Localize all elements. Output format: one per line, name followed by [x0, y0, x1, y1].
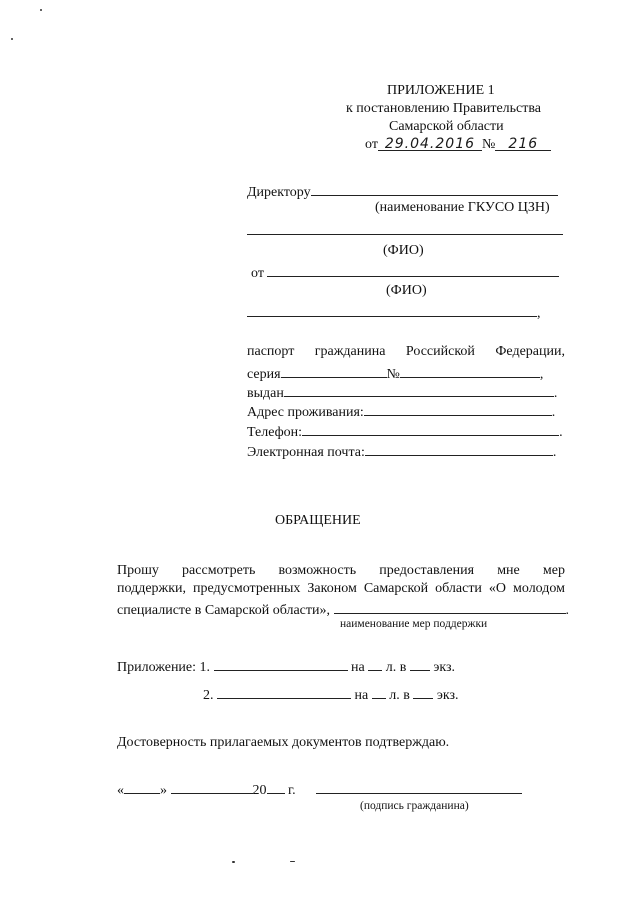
- gkuso-hint: (наименование ГКУСО ЦЗН): [375, 200, 550, 215]
- sheets-label: л. в: [389, 688, 410, 703]
- day-field[interactable]: [124, 779, 160, 794]
- email-row: [247, 441, 556, 461]
- phone-field[interactable]: [302, 421, 559, 436]
- attachment-row-2: [203, 684, 458, 704]
- series-row: [247, 363, 543, 383]
- period: .: [552, 445, 557, 460]
- close-quote: »: [160, 783, 167, 798]
- appendix-region: Самарской области: [389, 119, 504, 134]
- from-label: от: [251, 266, 264, 281]
- period: .: [559, 425, 563, 440]
- attachment-1-field[interactable]: [214, 656, 348, 671]
- year-field[interactable]: [267, 779, 285, 794]
- director-label: Директору: [247, 185, 311, 200]
- year-suffix: г.: [288, 783, 296, 798]
- appendix-subtitle: к постановлению Правительства: [346, 101, 542, 116]
- date-signature-row: [117, 779, 296, 799]
- body-line-1: Прошу рассмотреть возможность предоставления мне мер: [117, 563, 565, 578]
- signature-field[interactable]: [316, 779, 522, 799]
- scan-speck: [40, 9, 42, 11]
- address-row: [247, 401, 555, 421]
- director-row: [247, 181, 558, 201]
- body-line-2: поддержки, предусмотренных Законом Самарской области «О молодом: [117, 581, 565, 596]
- fio-hint-2: (ФИО): [386, 283, 427, 298]
- fio-field[interactable]: [247, 302, 537, 317]
- period: .: [551, 405, 556, 420]
- attachment-2-sheets[interactable]: [372, 684, 386, 699]
- email-label: Электронная почта:: [247, 445, 365, 460]
- copies-label: экз.: [433, 660, 456, 675]
- ot-label: от: [365, 137, 378, 152]
- sheets-label: л. в: [385, 660, 407, 675]
- passport-number-sign: №: [386, 367, 400, 382]
- issued-row: [247, 382, 557, 402]
- year-prefix: 20: [252, 783, 267, 798]
- appendix-date-line: [365, 136, 551, 153]
- measures-field[interactable]: [334, 599, 566, 614]
- appendix-title: ПРИЛОЖЕНИЕ 1: [387, 83, 495, 98]
- phone-row: [247, 421, 563, 441]
- confirmation-text: Достоверность прилагаемых документов подтверждаю.: [117, 735, 450, 750]
- address-label: Адрес проживания:: [247, 405, 364, 420]
- comma: ,: [537, 306, 541, 321]
- passport-line: паспорт гражданина Российской Федерации,: [247, 344, 565, 359]
- handwritten-number: 216: [495, 136, 551, 151]
- scan-speck: [232, 861, 235, 863]
- month-field[interactable]: [171, 779, 253, 794]
- attachment-row-1: [117, 656, 455, 676]
- period: .: [565, 603, 570, 618]
- on-label: на: [354, 688, 369, 703]
- email-field[interactable]: [365, 441, 553, 456]
- period: .: [553, 386, 558, 401]
- copies-label: экз.: [436, 688, 459, 703]
- issued-field[interactable]: [284, 382, 554, 397]
- from-row: [251, 262, 559, 282]
- comma: ,: [539, 367, 544, 382]
- open-quote: «: [117, 783, 124, 798]
- document-title: ОБРАЩЕНИЕ: [275, 513, 361, 528]
- body-line-3: [117, 599, 569, 619]
- issued-label: выдан: [247, 386, 284, 401]
- attachment-item-number: 1.: [199, 660, 211, 675]
- measures-hint: наименование мер поддержки: [340, 618, 488, 630]
- series-field[interactable]: [281, 363, 387, 378]
- attachment-1-sheets[interactable]: [368, 656, 382, 671]
- fio-hint-1: (ФИО): [383, 243, 424, 258]
- scan-speck: [290, 861, 295, 862]
- attachment-label: Приложение:: [117, 660, 197, 675]
- passport-number-field[interactable]: [400, 363, 540, 378]
- attachment-2-copies[interactable]: [413, 684, 433, 699]
- director-field-2[interactable]: [247, 220, 563, 240]
- attachment-item-number: 2.: [203, 688, 214, 703]
- attachment-2-field[interactable]: [217, 684, 351, 699]
- series-label: серия: [247, 367, 281, 382]
- attachment-1-copies[interactable]: [410, 656, 430, 671]
- number-sign: №: [481, 137, 496, 152]
- body-line-3-text: специалисте в Самарской области»,: [117, 603, 331, 618]
- phone-label: Телефон:: [247, 425, 303, 440]
- fio-field-row: [247, 302, 541, 322]
- director-field[interactable]: [311, 181, 558, 196]
- signature-hint: (подпись гражданина): [360, 800, 469, 812]
- from-field[interactable]: [267, 262, 559, 277]
- handwritten-date: 29.04.2016: [378, 136, 482, 151]
- scan-speck: [11, 38, 13, 40]
- address-field[interactable]: [364, 401, 552, 416]
- on-label: на: [351, 660, 365, 675]
